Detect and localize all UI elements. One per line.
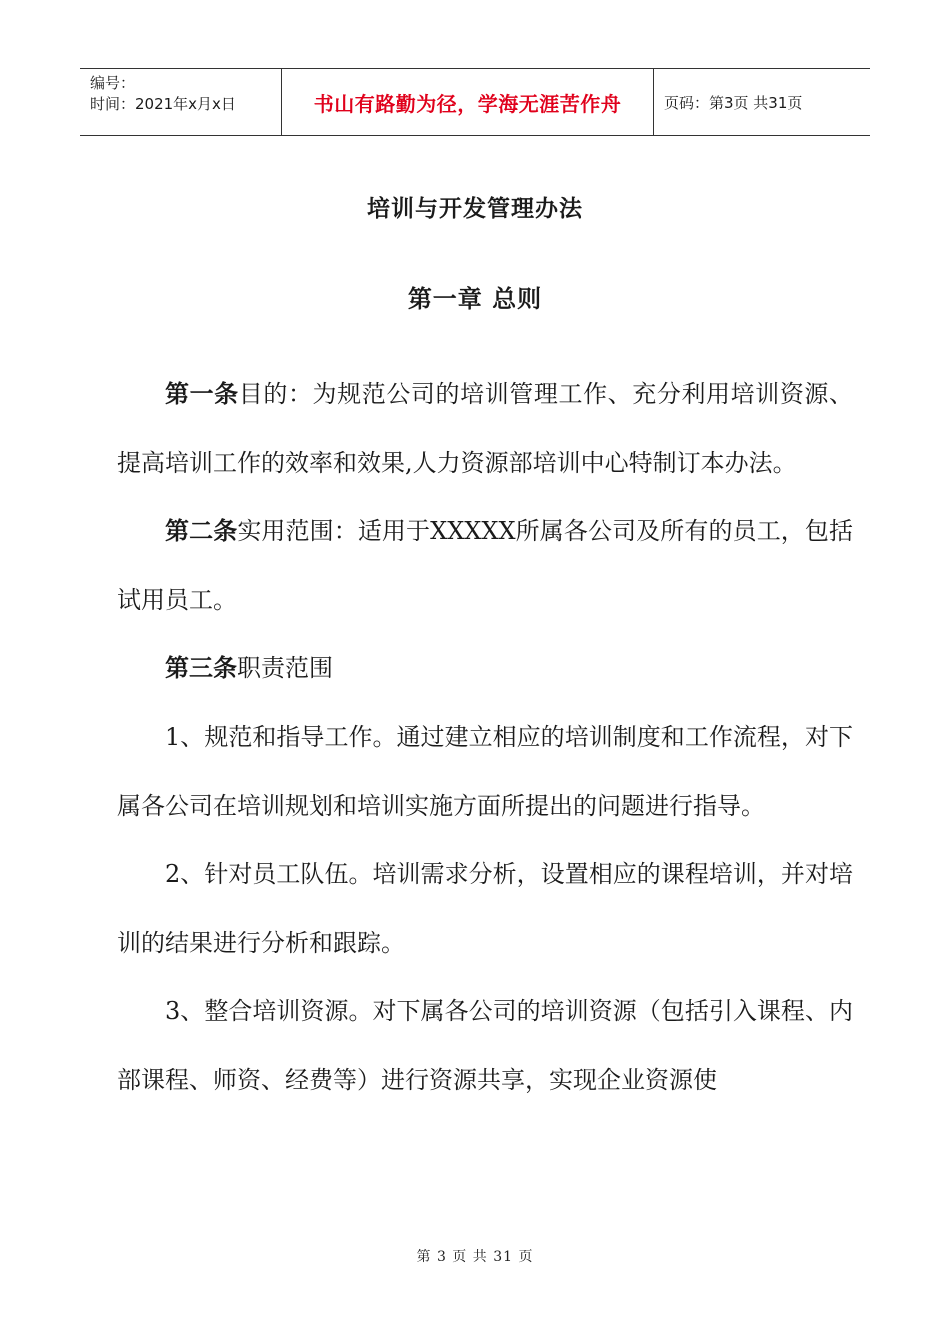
article-2-text: 实用范围：适用于XXXXX所属各公司及所有的员工，包括试用员工。 [117, 517, 853, 614]
article-1 [117, 360, 853, 497]
list-item: 1、规范和指导工作。通过建立相应的培训制度和工作流程，对下属各公司在培训规划和培训实施方面所提出的问题进行指导。 [117, 722, 853, 820]
date-label: 时间：2021年x月x日 [90, 95, 236, 113]
article-3 [117, 634, 853, 703]
article-3-text: 职责范围 [237, 654, 333, 683]
article-3-label: 第三条 [165, 654, 237, 683]
page-footer: 第 3 页 共 31 页 [416, 1249, 534, 1265]
article-1-label: 第一条 [165, 380, 239, 408]
article-2 [117, 497, 853, 634]
header-motto: 书山有路勤为径，学海无涯苦作舟 [281, 69, 654, 135]
chapter-title: 第一章 总则 [407, 285, 543, 313]
number-label: 编号： [90, 74, 136, 92]
header-meta [80, 69, 281, 135]
list-item: 3、整合培训资源。对下属各公司的培训资源（包括引入课程、内部课程、师资、经费等）进行资源共享，实现企业资源使 [117, 997, 853, 1094]
list-item: 2、针对员工队伍。培训需求分析，设置相应的课程培训，并对培训的结果进行分析和跟踪。 [117, 860, 853, 957]
article-1-text: 目的：为规范公司的培训管理工作、充分利用培训资源、提高培训工作的效率和效果,人力资源部培训中心特制订本办法。 [117, 380, 854, 477]
page-header [80, 68, 870, 136]
document-body [117, 360, 853, 1115]
document-title: 培训与开发管理办法 [367, 196, 583, 222]
header-page-info: 页码：第3页 共31页 [664, 93, 803, 112]
article-2-label: 第二条 [165, 517, 238, 546]
